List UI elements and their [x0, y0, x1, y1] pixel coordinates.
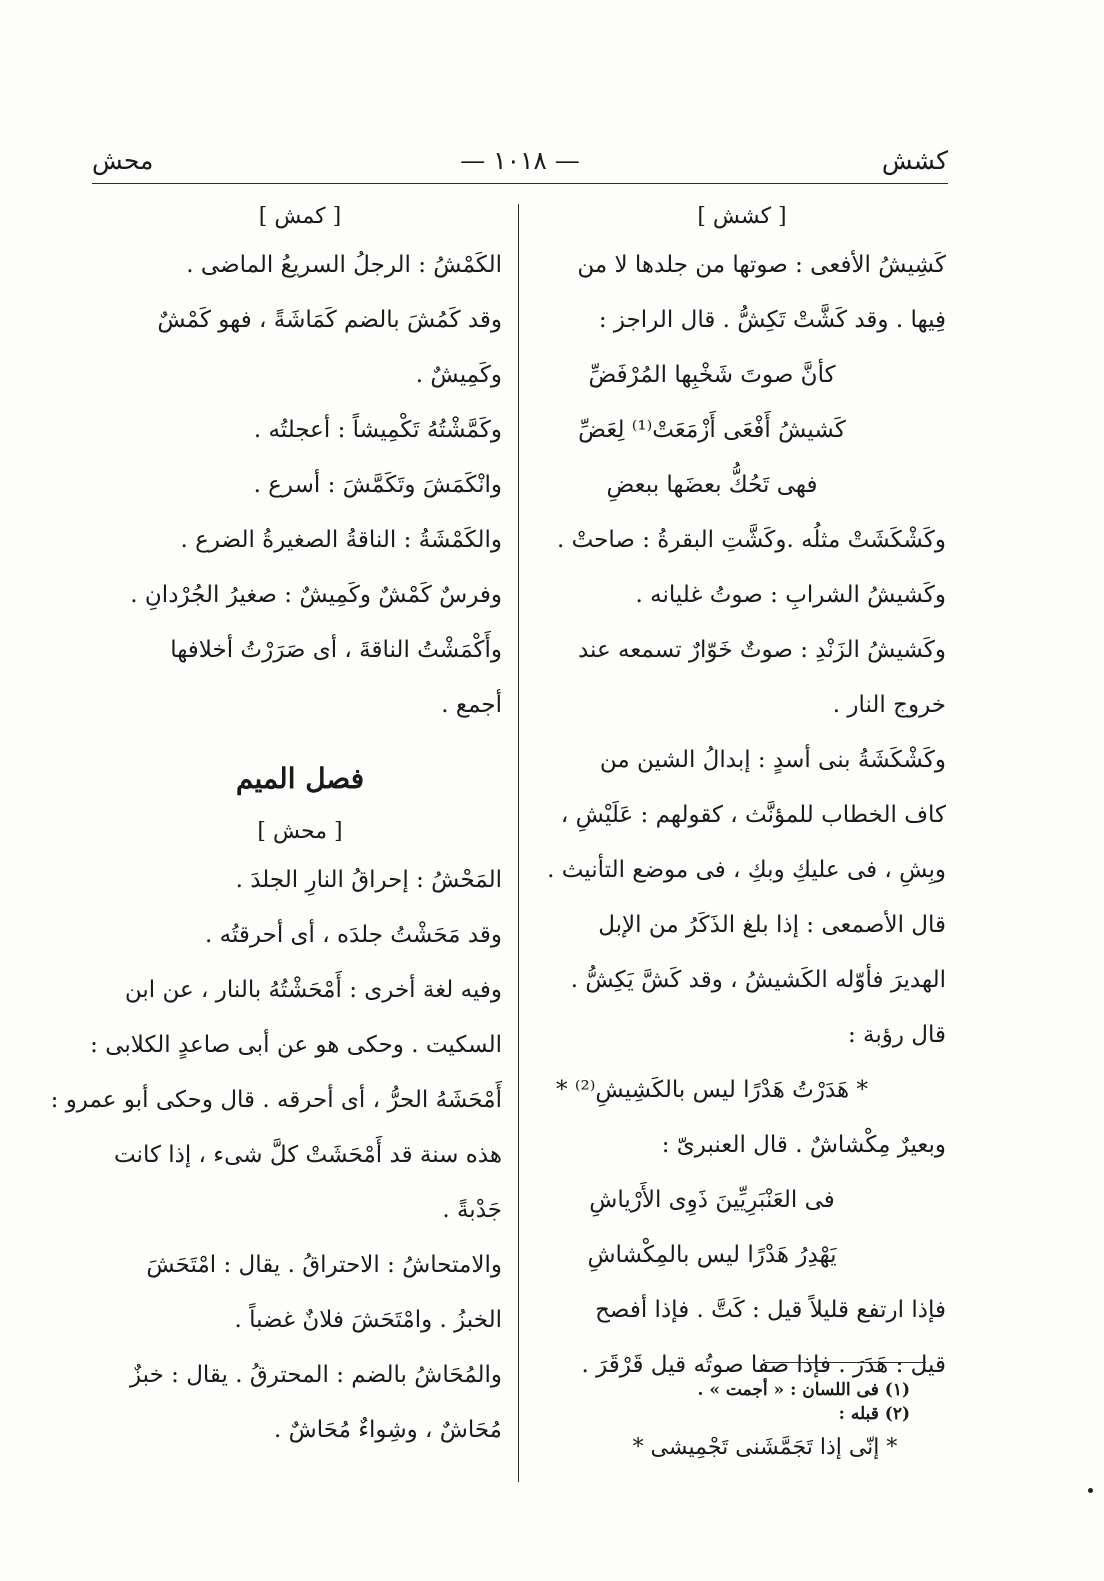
text-line: الخبزُ . وامْتَحَشَ فلانٌ غضباً .	[234, 1307, 502, 1333]
section-title: فصل الميم	[235, 762, 365, 795]
text-line: فإذا ارتفع قليلاً قيل : كَتَّ . فإذا أفصح	[595, 1297, 946, 1323]
header-rule	[92, 183, 948, 184]
verse-line: يَهْدِرُ هَدْرًا ليس بالمِكْشاشِ	[587, 1242, 837, 1268]
text-line: قال الأصمعى : إذا بلغ الذَكَرُ من الإبل	[598, 912, 946, 938]
text-line: الكَمْشُ : الرجلُ السريعُ الماضى .	[186, 252, 502, 278]
text-line: وكَشْكَشَتْ مثلُه .وكَشَّتِ البقرةُ : صاحتْ .	[556, 527, 946, 553]
text-line: وفرسٌ كَمْشٌ وكَمِيشٌ : صغيرُ الجُرْدانِ .	[130, 582, 502, 608]
text-line: وكَشيشُ الشرابِ : صوتُ غليانه .	[635, 582, 946, 608]
text-line: قيل : هَدَرَ . فإذا صفا صوتُه قيل قَرْقَرَ .	[581, 1352, 946, 1378]
column-divider	[518, 204, 519, 1482]
entry-heading: [ كمش ]	[258, 204, 342, 229]
text-line: جَدْبةً .	[442, 1197, 502, 1223]
text-line: وقد كَمُشَ بالضم كَمَاشَةً ، فهو كَمْشٌ	[157, 307, 502, 333]
text-line: وفيه لغة أخرى : أَمْحَشْتُهُ بالنار ، عن ابن	[124, 977, 502, 1003]
header-left-word: محش	[92, 146, 154, 175]
footnote-rule	[764, 1362, 926, 1363]
text-line: وكَمَّشْتُهُ تَكْمِيشاً : أعجلتُه .	[253, 417, 502, 443]
page-number: — ١٠١٨ —	[460, 146, 580, 175]
verse-line: كَشيشُ أَفْعَى أَزْمَعَتْ⁽¹⁾ لِعَضِّ	[578, 417, 846, 443]
footnote-1: (١) فى اللسان : « أجمت » .	[697, 1380, 910, 1400]
text-line: وكَشْكَشَةُ بنى أسدٍ : إبدالُ الشين من	[599, 747, 946, 773]
text-line: المَحْشُ : إحراقُ النارِ الجلدَ .	[235, 867, 502, 893]
footnotes	[620, 1378, 910, 1470]
text-line: أجمع .	[441, 692, 502, 718]
text-line: والامتحاشُ : الاحتراقُ . يقال : امْتَحَشَ	[146, 1252, 502, 1278]
text-line: وبعيرٌ مِكْشاشٌ . قال العنبرىّ :	[661, 1132, 946, 1158]
text-line: الهديرَ فأوّله الكَشيشُ ، وقد كَشَّ يَكِشُّ .	[570, 967, 946, 993]
text-line: وكَشيشُ الزَنْدِ : صوتٌ خَوّارٌ تسمعه عند	[577, 637, 946, 663]
text-line: هذه سنة قد أَمْحَشَتْ كلَّ شىء ، إذا كانت	[113, 1142, 502, 1168]
verse-line: فى العَنْبَرِيِّينَ ذَوِى الأَرْياشِ	[589, 1187, 835, 1213]
text-line: وقد مَحَشْتُ جلدَه ، أى أحرقتُه .	[205, 922, 502, 948]
text-line: كاف الخطاب للمؤنَّث ، كقولهم : عَلَيْشِ ،	[560, 802, 946, 828]
footnote-2: (٢) قبله :	[838, 1404, 910, 1424]
page-header	[92, 146, 948, 182]
verse-line: كأنَّ صوتَ شَخْبِها المُرْفَضِّ	[588, 362, 836, 388]
header-right-word: كشش	[881, 146, 948, 175]
text-line: والمُحَاشُ بالضم : المحترقُ . يقال : خبزٌ	[129, 1362, 502, 1388]
entry-heading: [ كشش ]	[697, 204, 787, 229]
text-line: مُحَاشٌ ، وشِواءٌ مُحَاشٌ .	[274, 1417, 502, 1443]
text-line: فِيها . وقد كَشَّتْ تَكِشُّ . قال الراجز :	[598, 307, 946, 333]
text-line: السكيت . وحكى هو عن أبى صاعدٍ الكلابى :	[90, 1032, 502, 1058]
text-line: والكَمْشَةُ : الناقةُ الصغيرةُ الضرع .	[180, 527, 502, 553]
entry-heading: [ محش ]	[257, 819, 343, 844]
text-line: وأَكْمَشْتُ الناقةَ ، أى صَرَرْتُ أخلافها	[170, 637, 502, 663]
right-column	[538, 196, 946, 1393]
verse-line: فهى تَحُكُّ بعضَها ببعضِ	[606, 472, 818, 498]
footnote-verse: * إنّى إذا تَجَمَّشَنى تَجْمِيشى *	[632, 1435, 898, 1460]
text-line: خروج النار .	[832, 692, 946, 718]
text-line: أَمْحَشَهُ الحرُّ ، أى أحرقه . قال وحكى أبو عمرو :	[50, 1087, 502, 1113]
text-line: وكَمِيشٌ .	[415, 362, 502, 388]
left-column	[50, 196, 502, 1458]
verse-line: * هَدَرْتُ هَدْرًا ليس بالكَشِيشِ⁽²⁾ *	[556, 1077, 868, 1103]
text-line: وبِشِ ، فى عليكِ وبكِ ، فى موضع التأنيث .	[547, 857, 946, 883]
scan-speck	[1088, 1488, 1093, 1493]
text-line: وانْكَمَشَ وتَكَمَّشَ : أسرع .	[253, 472, 502, 498]
text-line: كَشِيشُ الأفعى : صوتها من جلدها لا من	[577, 252, 946, 278]
text-line: قال رؤبة :	[847, 1022, 946, 1048]
